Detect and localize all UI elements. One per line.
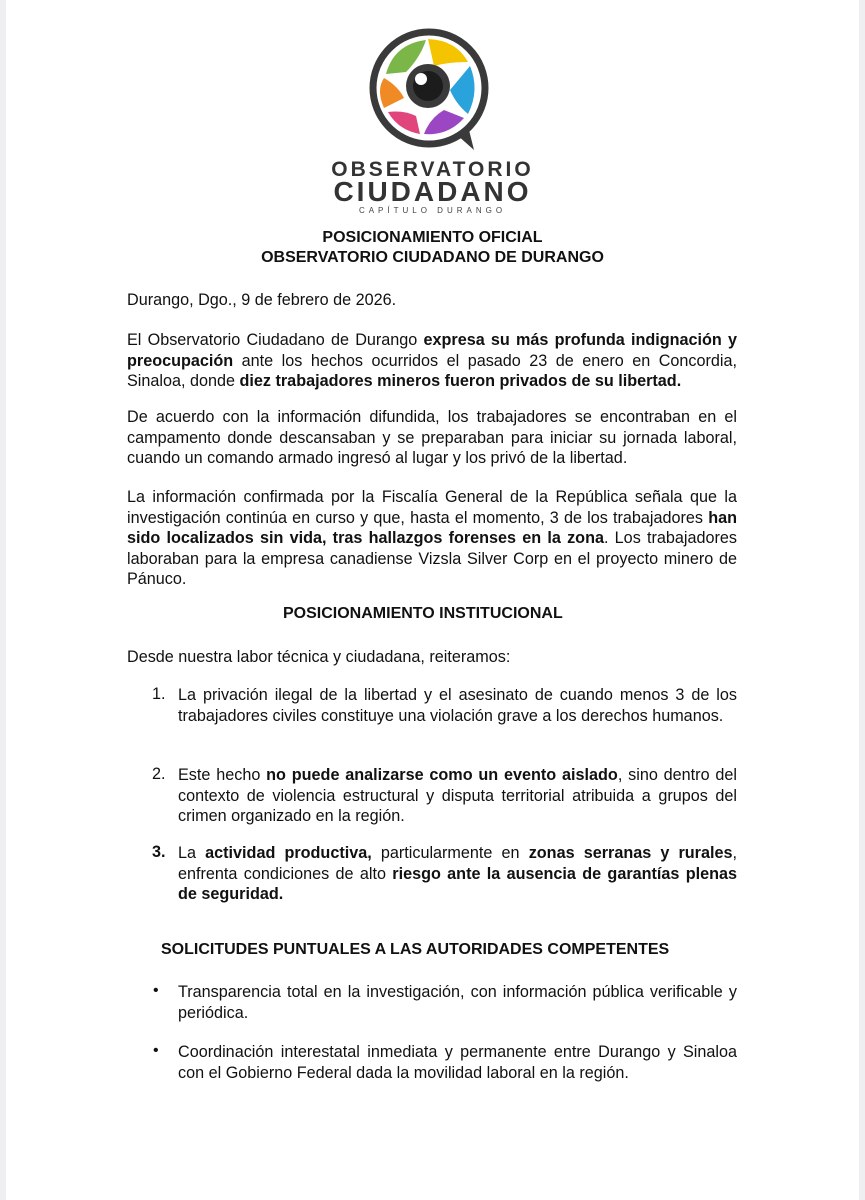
list-number: 1. bbox=[152, 685, 166, 703]
list-number: 3. bbox=[152, 843, 166, 861]
intro-line: Desde nuestra labor técnica y ciudadana, reiteramos: bbox=[127, 648, 511, 666]
section-heading-requests: SOLICITUDES PUNTUALES A LAS AUTORIDADES COMPETENTES bbox=[161, 941, 670, 958]
eye-logo-icon bbox=[364, 26, 494, 156]
list-item-b: no puede analizarse como un evento aislado bbox=[266, 766, 618, 784]
paragraph-2: De acuerdo con la información difundida, los trabajadores se encontraban en el campamento donde descansaban y se preparaban para iniciar su jornada laboral, cuando un comando armado ingresó al lugar y los privó de la libertad. bbox=[127, 408, 737, 467]
list-number: 2. bbox=[152, 765, 166, 783]
list-item-d: zonas serranas y rurales bbox=[528, 844, 733, 862]
list-item-b: actividad productiva, bbox=[205, 844, 372, 862]
paragraph-1-c: ante los hechos ocurridos el pasado 23 de enero en Concordia, Sinaloa, donde bbox=[127, 351, 737, 390]
dateline: Durango, Dgo., 9 de febrero de 2026. bbox=[127, 291, 397, 309]
paragraph-3 bbox=[127, 487, 737, 590]
list-item-a: Este hecho bbox=[178, 766, 267, 784]
list-item-c: particularmente en bbox=[371, 844, 529, 862]
paragraph-1-a: El Observatorio Ciudadano de Durango bbox=[127, 331, 424, 349]
list-item-a: La bbox=[178, 844, 206, 862]
paragraph-3-b: han sido localizados sin vida, tras hallazgos forenses en la zona bbox=[127, 508, 737, 547]
paragraph-1-d: diez trabajadores mineros fueron privados de su libertad. bbox=[239, 372, 682, 390]
paragraph-3-a: La información confirmada por la Fiscalía General de la República señala que la investigación continúa en curso y que, hasta el momento, 3 de los trabajadores bbox=[127, 488, 737, 527]
list-item-c: , sino dentro del contexto de violencia estructural y disputa territorial atribuida a grupos del crimen organizado en la región. bbox=[178, 766, 738, 825]
document-page bbox=[6, 0, 859, 1200]
paragraph-1-b: expresa su más profunda indignación y preocupación bbox=[127, 331, 737, 370]
bullet-item: Transparencia total en la investigación, con información pública verificable y periódica. bbox=[178, 983, 737, 1022]
list-item bbox=[178, 843, 737, 905]
bullet-item: Coordinación interestatal inmediata y permanente entre Durango y Sinaloa con el Gobierno Federal dada la movilidad laboral en la región. bbox=[178, 1043, 737, 1082]
list-item bbox=[178, 765, 737, 827]
document-title: POSICIONAMIENTO OFICIAL bbox=[322, 229, 543, 246]
list-item: La privación ilegal de la libertad y el asesinato de cuando menos 3 de los trabajadores civiles constituye una violación grave a los derechos humanos. bbox=[178, 686, 737, 725]
list-item-e: , enfrenta condiciones de alto bbox=[178, 844, 737, 883]
list-item-f: riesgo ante la ausencia de garantías plenas de seguridad. bbox=[178, 864, 738, 903]
logo-line-3: CAPÍTULO DURANGO bbox=[358, 206, 507, 215]
bullet-icon: • bbox=[153, 1042, 159, 1059]
paragraph-1 bbox=[127, 330, 737, 392]
document-subtitle: OBSERVATORIO CIUDADANO DE DURANGO bbox=[261, 249, 604, 266]
logo-line-2: CIUDADANO bbox=[333, 176, 532, 207]
paragraph-3-c: . Los trabajadores laboraban para la empresa canadiense Vizsla Silver Corp en el proyecto minero de Pánuco. bbox=[127, 529, 737, 588]
bullet-icon: • bbox=[153, 982, 159, 999]
logo-line-1: OBSERVATORIO bbox=[331, 158, 534, 181]
section-heading-institutional: POSICIONAMIENTO INSTITUCIONAL bbox=[283, 605, 563, 622]
